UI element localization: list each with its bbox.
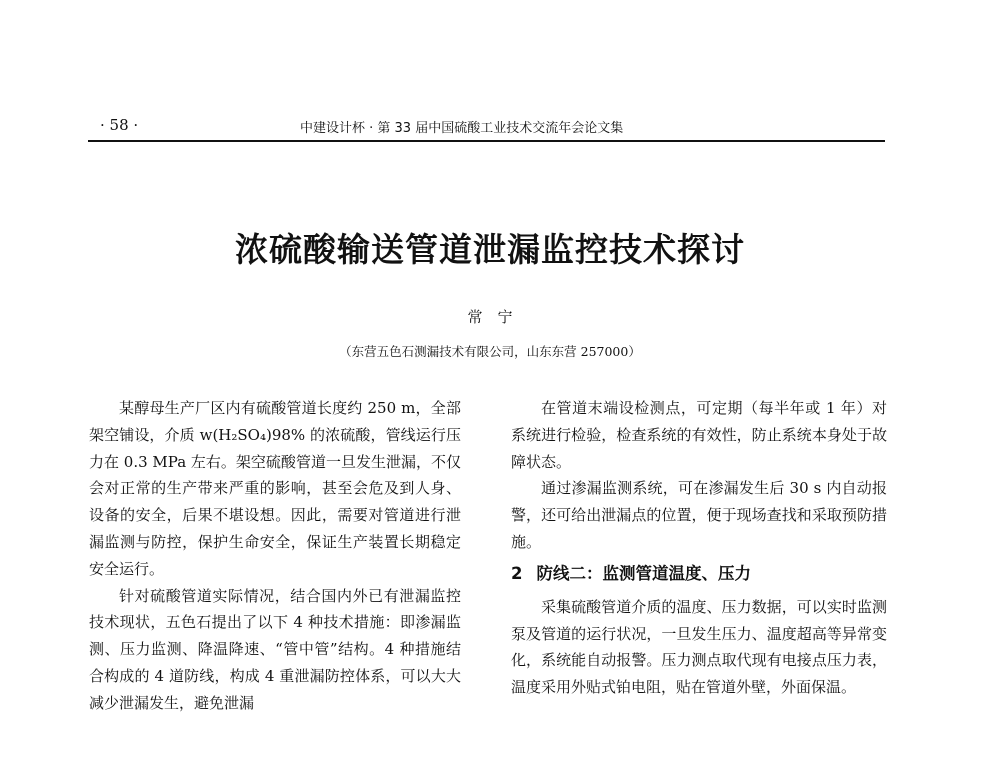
- paragraph: 针对硫酸管道实际情况，结合国内外已有泄漏监控技术现状，五色石提出了以下 4 种技术措施：即渗漏监测、压力监测、降温降速、“管中管”结构。4 种措施结合构成的 4 道防线，构成 4 重泄漏防控体系，可以大大减少泄漏发生，避免泄漏: [89, 586, 461, 712]
- left-column: [89, 395, 461, 717]
- paper-title: 浓硫酸输送管道泄漏监控技术探讨: [235, 230, 745, 269]
- header-rule: [88, 140, 885, 142]
- section-heading: [511, 560, 887, 588]
- paragraph: 在管道末端设检测点，可定期（每半年或 1 年）对系统进行检验，检查系统的有效性，防止系统本身处于故障状态。: [511, 399, 887, 471]
- affiliation: （东营五色石测漏技术有限公司，山东东营 257000）: [339, 344, 641, 359]
- section-title: 防线二：监测管道温度、压力: [536, 563, 751, 583]
- author: 常 宁: [467, 308, 513, 326]
- paragraph: 某醇母生产厂区内有硫酸管道长度约 250 m，全部架空铺设，介质 w(H₂SO₄)98% 的浓硫酸，管线运行压力在 0.3 MPa 左右。架空硫酸管道一旦发生泄漏，不仅会对正常的生产带来严重的影响，甚至会危及到人身、设备的安全，后果不堪设想。因此，需要对管道进行泄漏监测与防控，保护生命安全，保证生产装置长期稳定安全运行。: [89, 399, 461, 578]
- page-number: · 58 ·: [100, 116, 139, 134]
- paragraph: 通过渗漏监测系统，可在渗漏发生后 30 s 内自动报警，还可给出泄漏点的位置，便于现场查找和采取预防措施。: [511, 479, 887, 551]
- running-head: 中建设计杯 · 第 33 届中国硫酸工业技术交流年会论文集: [300, 121, 624, 136]
- paragraph: 采集硫酸管道介质的温度、压力数据，可以实时监测泵及管道的运行状况，一旦发生压力、温度超高等异常变化，系统能自动报警。压力测点取代现有电接点压力表，温度采用外贴式铂电阻，贴在管道外壁，外面保温。: [511, 597, 887, 697]
- right-column: [511, 395, 887, 701]
- section-number: 2: [511, 563, 523, 583]
